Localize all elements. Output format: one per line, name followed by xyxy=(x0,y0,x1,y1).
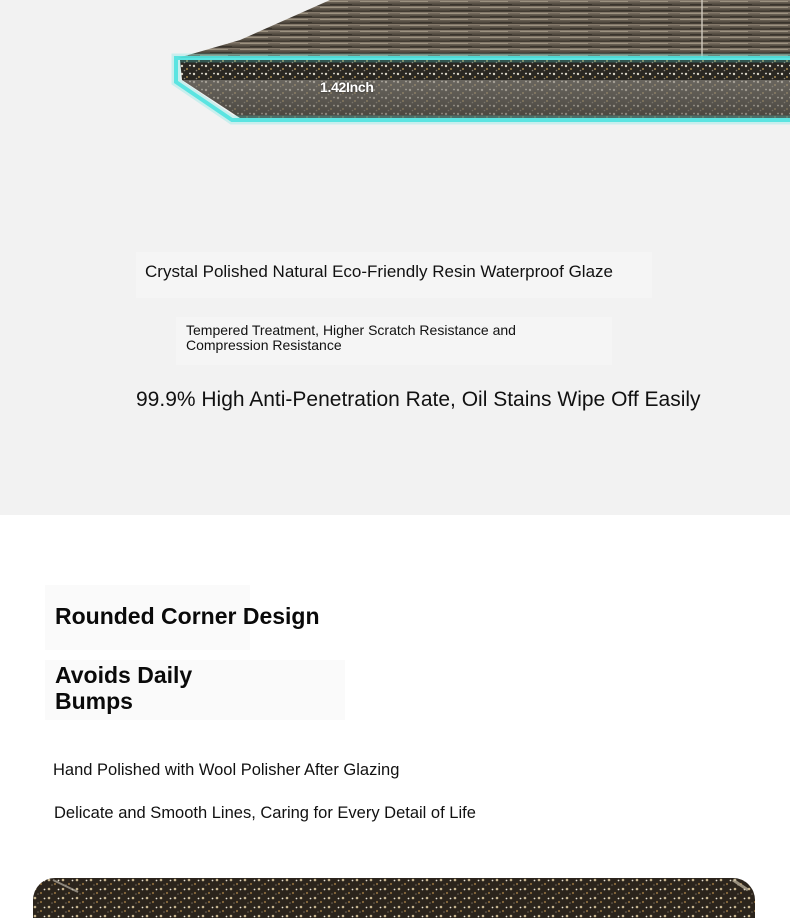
section-title: Rounded Corner Design xyxy=(55,603,320,629)
marble-slab-edge-image xyxy=(0,0,790,130)
section-subtitle: Avoids Daily Bumps xyxy=(55,662,193,714)
rounded-corner-slab-image xyxy=(33,878,755,918)
detail-smooth-lines: Delicate and Smooth Lines, Caring for Every Detail of Life xyxy=(54,804,476,822)
thickness-label: 1.42Inch xyxy=(320,79,374,95)
feature-anti-penetration: 99.9% High Anti-Penetration Rate, Oil Stains Wipe Off Easily xyxy=(136,388,701,411)
feature-glaze: Crystal Polished Natural Eco-Friendly Resin Waterproof Glaze xyxy=(145,262,613,281)
detail-hand-polished: Hand Polished with Wool Polisher After Glazing xyxy=(53,761,400,779)
feature-tempered: Tempered Treatment, Higher Scratch Resistance and Compression Resistance xyxy=(186,322,516,353)
